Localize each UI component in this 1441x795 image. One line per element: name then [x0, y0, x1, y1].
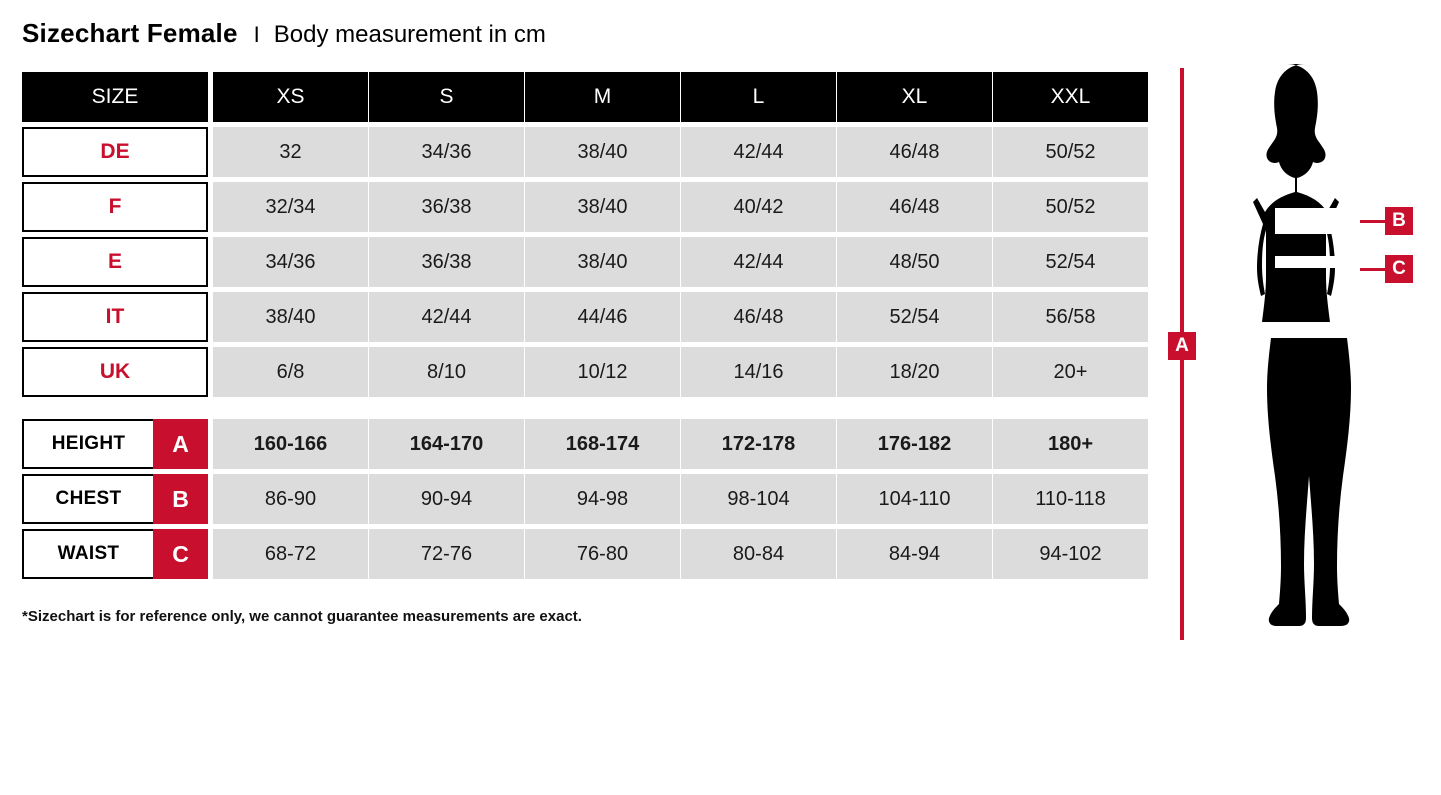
header-cell-l: L	[681, 72, 836, 122]
row-label-uk: UK	[22, 347, 208, 397]
table-row	[22, 419, 1158, 469]
cell-chest-xs: 86-90	[213, 474, 368, 524]
table-row	[22, 127, 1158, 177]
cell-f-l: 40/42	[681, 182, 836, 232]
cell-f-xs: 32/34	[213, 182, 368, 232]
cell-it-xxl: 56/58	[993, 292, 1148, 342]
cell-e-xs: 34/36	[213, 237, 368, 287]
cell-f-m: 38/40	[525, 182, 680, 232]
row-marker-a: A	[153, 419, 208, 469]
cell-de-m: 38/40	[525, 127, 680, 177]
row-label-f: F	[22, 182, 208, 232]
cell-it-xs: 38/40	[213, 292, 368, 342]
cell-chest-xl: 104-110	[837, 474, 992, 524]
cell-de-s: 34/36	[369, 127, 524, 177]
header-cell-xs: XS	[213, 72, 368, 122]
cell-waist-m: 76-80	[525, 529, 680, 579]
cell-height-m: 168-174	[525, 419, 680, 469]
page-title-separator: I	[253, 22, 260, 47]
cell-waist-s: 72-76	[369, 529, 524, 579]
cell-uk-xl: 18/20	[837, 347, 992, 397]
cell-de-xxl: 50/52	[993, 127, 1148, 177]
cell-de-xl: 46/48	[837, 127, 992, 177]
cell-de-xs: 32	[213, 127, 368, 177]
cell-uk-l: 14/16	[681, 347, 836, 397]
cell-it-xl: 52/54	[837, 292, 992, 342]
cell-waist-l: 80-84	[681, 529, 836, 579]
row-label-height-text: HEIGHT	[22, 419, 153, 469]
cell-f-xxl: 50/52	[993, 182, 1148, 232]
row-label-chest	[22, 474, 208, 524]
figure-marker-b: B	[1385, 207, 1413, 235]
table-row	[22, 474, 1158, 524]
cell-f-s: 36/38	[369, 182, 524, 232]
cell-height-xl: 176-182	[837, 419, 992, 469]
page-title-subtitle: Body measurement in cm	[273, 21, 546, 48]
cell-e-s: 36/38	[369, 237, 524, 287]
page-title	[22, 18, 546, 49]
cell-height-xs: 160-166	[213, 419, 368, 469]
cell-it-s: 42/44	[369, 292, 524, 342]
cell-e-xxl: 52/54	[993, 237, 1148, 287]
row-label-height	[22, 419, 208, 469]
cell-f-xl: 46/48	[837, 182, 992, 232]
cell-chest-xxl: 110-118	[993, 474, 1148, 524]
cell-uk-s: 8/10	[369, 347, 524, 397]
header-cell-m: M	[525, 72, 680, 122]
cell-height-l: 172-178	[681, 419, 836, 469]
cell-uk-xs: 6/8	[213, 347, 368, 397]
row-label-it: IT	[22, 292, 208, 342]
row-marker-b: B	[153, 474, 208, 524]
cell-uk-xxl: 20+	[993, 347, 1148, 397]
table-row	[22, 237, 1158, 287]
table-row	[22, 529, 1158, 579]
figure-marker-c: C	[1385, 255, 1413, 283]
table-row	[22, 182, 1158, 232]
footnote: *Sizechart is for reference only, we cannot guarantee measurements are exact.	[22, 608, 582, 625]
cell-height-xxl: 180+	[993, 419, 1148, 469]
row-label-waist-text: WAIST	[22, 529, 153, 579]
cell-waist-xs: 68-72	[213, 529, 368, 579]
cell-e-m: 38/40	[525, 237, 680, 287]
row-marker-c: C	[153, 529, 208, 579]
figure-marker-a: A	[1168, 332, 1196, 360]
cell-uk-m: 10/12	[525, 347, 680, 397]
page-title-main: Sizechart Female	[22, 18, 238, 48]
cell-chest-s: 90-94	[369, 474, 524, 524]
table-row	[22, 292, 1158, 342]
cell-de-l: 42/44	[681, 127, 836, 177]
sizechart-table	[22, 72, 1158, 584]
row-label-waist	[22, 529, 208, 579]
row-label-de: DE	[22, 127, 208, 177]
table-row	[22, 347, 1158, 397]
cell-waist-xl: 84-94	[837, 529, 992, 579]
body-measurement-figure	[1160, 60, 1430, 640]
header-cell-size: SIZE	[22, 72, 208, 122]
table-header-row	[22, 72, 1158, 122]
cell-e-l: 42/44	[681, 237, 836, 287]
cell-it-l: 46/48	[681, 292, 836, 342]
cell-it-m: 44/46	[525, 292, 680, 342]
header-cell-s: S	[369, 72, 524, 122]
cell-height-s: 164-170	[369, 419, 524, 469]
cell-e-xl: 48/50	[837, 237, 992, 287]
row-label-e: E	[22, 237, 208, 287]
female-silhouette-icon	[1215, 60, 1395, 640]
row-label-chest-text: CHEST	[22, 474, 153, 524]
cell-chest-m: 94-98	[525, 474, 680, 524]
cell-chest-l: 98-104	[681, 474, 836, 524]
header-cell-xxl: XXL	[993, 72, 1148, 122]
cell-waist-xxl: 94-102	[993, 529, 1148, 579]
header-cell-xl: XL	[837, 72, 992, 122]
